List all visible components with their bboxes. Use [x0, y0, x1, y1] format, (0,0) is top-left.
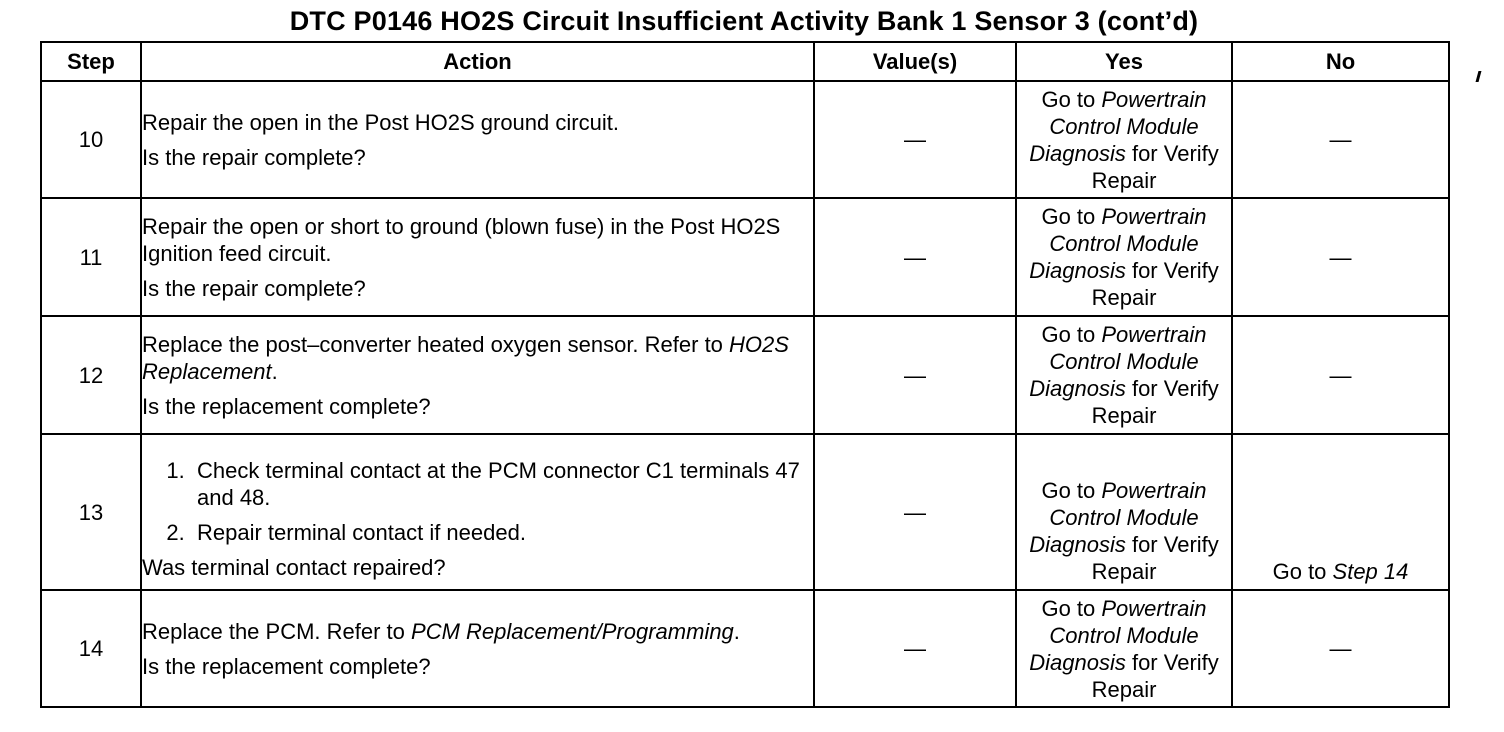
action-instruction: Replace the post–converter heated oxygen sensor. Refer to HO2S Replacement. [142, 331, 789, 384]
column-header-step: Step [41, 42, 141, 81]
yes-reference-link[interactable]: Powertrain Control Module Diagnosis [1029, 322, 1207, 401]
table-row [41, 316, 1449, 434]
value-cell: — [814, 81, 1016, 198]
action-step-item: 2. Repair terminal contact if needed. [197, 519, 813, 546]
column-header-action: Action [141, 42, 814, 81]
yes-reference-link[interactable]: Powertrain Control Module Diagnosis [1029, 478, 1207, 557]
yes-reference-link[interactable]: Powertrain Control Module Diagnosis [1029, 86, 1207, 166]
scan-mark [1476, 71, 1482, 82]
action-steps-list [142, 457, 813, 546]
table-row [41, 434, 1449, 590]
action-reference-link[interactable]: PCM Replacement/Programming [411, 618, 734, 644]
column-header-values: Value(s) [814, 42, 1016, 81]
value-cell: — [814, 434, 1016, 590]
yes-cell: Go to Powertrain Control Module Diagnosis for Verify Repair [1016, 316, 1232, 434]
action-question: Was terminal contact repaired? [142, 555, 446, 580]
action-question: Is the replacement complete? [142, 653, 431, 679]
action-instruction: Replace the PCM. Refer to PCM Replacement/Programming. [142, 618, 740, 644]
no-cell: — [1232, 81, 1449, 198]
column-header-yes: Yes [1016, 42, 1232, 81]
value-cell: — [814, 316, 1016, 434]
yes-reference-link[interactable]: Powertrain Control Module Diagnosis [1029, 204, 1207, 283]
value-cell: — [814, 198, 1016, 316]
action-cell [141, 81, 814, 198]
table-row [41, 590, 1449, 707]
yes-cell: Go to Powertrain Control Module Diagnosis for Verify Repair [1016, 590, 1232, 707]
action-question: Is the replacement complete? [142, 393, 431, 419]
step-number: 14 [41, 590, 141, 707]
action-question: Is the repair complete? [142, 144, 366, 170]
step-number: 10 [41, 81, 141, 198]
table-row [41, 198, 1449, 316]
no-cell: — [1232, 316, 1449, 434]
no-cell: Go to Step 14 [1232, 434, 1449, 590]
diagnostic-table [40, 41, 1450, 708]
action-cell [141, 434, 814, 590]
no-reference-link[interactable]: Step 14 [1332, 559, 1409, 584]
yes-reference-link[interactable]: Powertrain Control Module Diagnosis [1029, 595, 1207, 675]
no-cell: — [1232, 590, 1449, 707]
no-cell: — [1232, 198, 1449, 316]
column-header-no: No [1232, 42, 1449, 81]
action-instruction: Repair the open or short to ground (blown fuse) in the Post HO2S Ignition feed circuit. [142, 213, 781, 266]
action-cell [141, 198, 814, 316]
value-cell: — [814, 590, 1016, 707]
action-step-item: 1. Check terminal contact at the PCM connector C1 terminals 47 and 48. [197, 457, 813, 511]
step-number: 13 [41, 434, 141, 590]
table-row [41, 81, 1449, 198]
action-cell [141, 316, 814, 434]
action-cell [141, 590, 814, 707]
action-instruction: Repair the open in the Post HO2S ground circuit. [142, 109, 619, 135]
step-number: 12 [41, 316, 141, 434]
table-header-row [41, 42, 1449, 81]
action-question: Is the repair complete? [142, 275, 366, 301]
page-title: DTC P0146 HO2S Circuit Insufficient Activity Bank 1 Sensor 3 (cont’d) [289, 6, 1199, 36]
yes-cell: Go to Powertrain Control Module Diagnosis for Verify Repair [1016, 434, 1232, 590]
yes-cell: Go to Powertrain Control Module Diagnosis for Verify Repair [1016, 198, 1232, 316]
step-number: 11 [41, 198, 141, 316]
action-reference-link[interactable]: HO2S Replacement [142, 331, 789, 384]
yes-cell: Go to Powertrain Control Module Diagnosis for Verify Repair [1016, 81, 1232, 198]
